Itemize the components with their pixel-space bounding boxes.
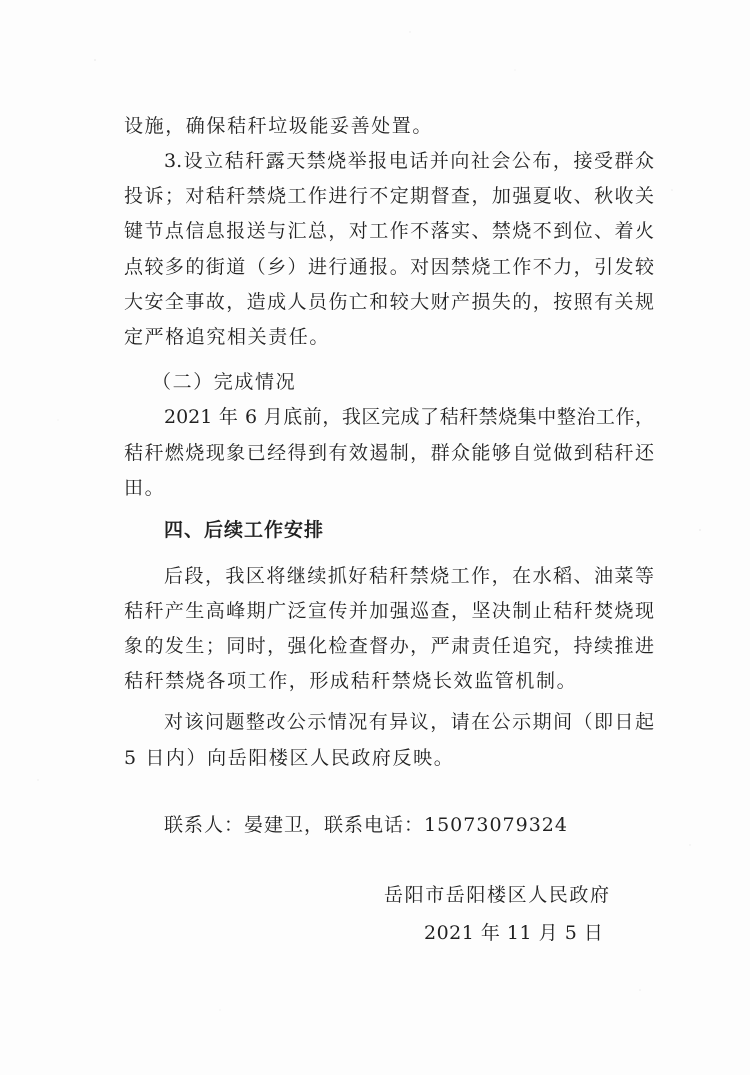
- subheading-completion: （二）完成情况: [152, 371, 297, 393]
- paragraph-line: 键节点信息报送与汇总，对工作不落实、禁烧不到位、着火: [124, 220, 654, 242]
- paragraph-line: 秸秆禁烧各项工作，形成秸秆禁烧长效监管机制。: [124, 670, 578, 692]
- signature-date: 2021 年 11 月 5 日: [424, 922, 604, 944]
- paragraph-line: 象的发生；同时，强化检查督办，严肃责任追究，持续推进: [124, 635, 654, 657]
- paragraph-line: 田。: [124, 477, 166, 499]
- section-heading: 四、后续工作安排: [164, 519, 325, 541]
- paragraph-line: 对该问题整改公示情况有异议，请在公示期间（即日起: [164, 711, 654, 733]
- paragraph-line: 5 日内）向岳阳楼区人民政府反映。: [124, 747, 455, 769]
- paragraph-line: 点较多的街道（乡）进行通报。对因禁烧工作不力，引发较: [124, 256, 654, 278]
- paragraph-line: 设施，确保秸秆垃圾能妥善处置。: [124, 115, 434, 137]
- paragraph-line: 后段，我区将继续抓好秸秆禁烧工作，在水稻、油菜等: [164, 565, 654, 587]
- signature-org: 岳阳市岳阳楼区人民政府: [384, 884, 611, 906]
- paragraph-line: 投诉；对秸秆禁烧工作进行不定期督查，加强夏收、秋收关: [124, 185, 654, 207]
- paragraph-line: 秸秆燃烧现象已经得到有效遏制，群众能够自觉做到秸秆还: [124, 442, 654, 464]
- paragraph-line: 2021 年 6 月底前，我区完成了秸秆禁烧集中整治工作，: [164, 406, 654, 428]
- paragraph-line: 3.设立秸秆露天禁烧举报电话并向社会公布，接受群众: [164, 150, 654, 172]
- contact-line: 联系人：晏建卫，联系电话：15073079324: [164, 814, 568, 836]
- paragraph-line: 定严格追究相关责任。: [124, 326, 331, 348]
- paragraph-line: 大安全事故，造成人员伤亡和较大财产损失的，按照有关规: [124, 291, 654, 313]
- paragraph-line: 秸秆产生高峰期广泛宣传并加强巡查，坚决制止秸秆焚烧现: [124, 600, 654, 622]
